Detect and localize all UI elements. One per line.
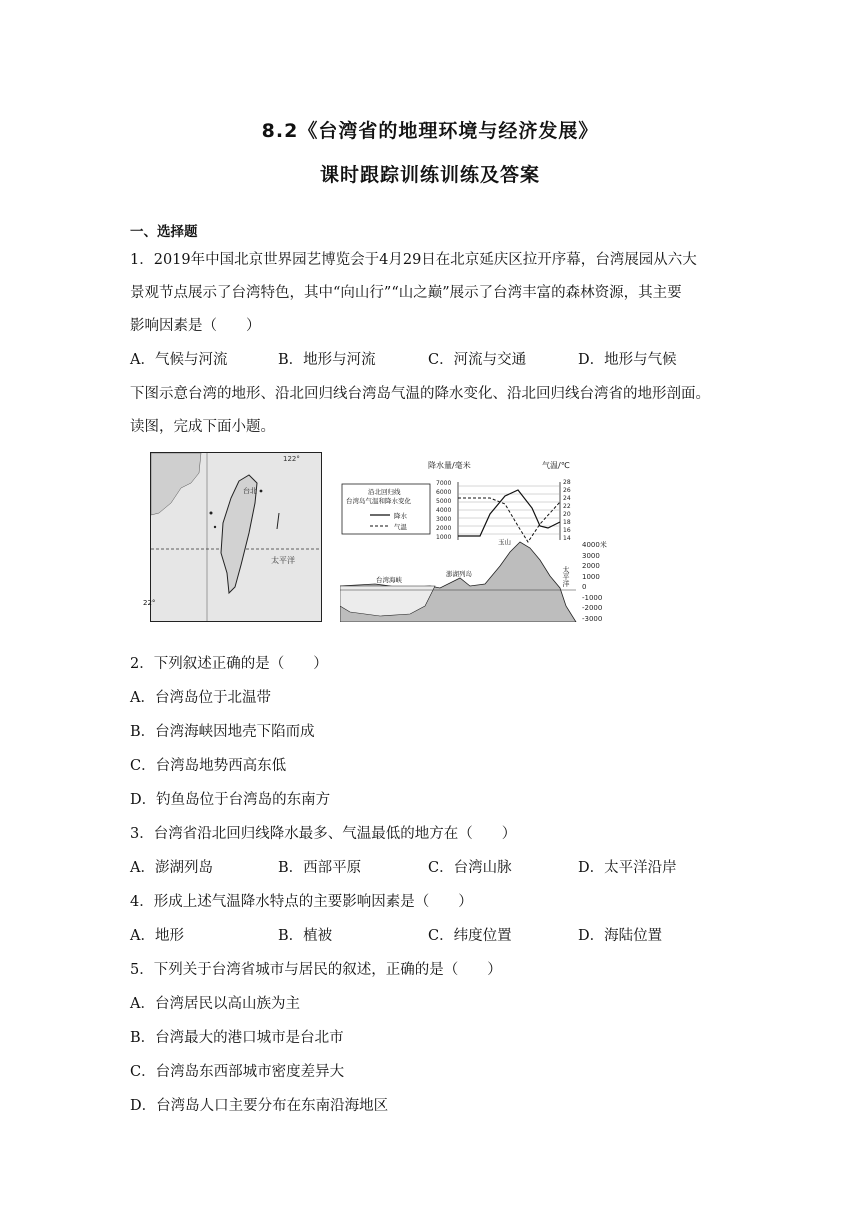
- q5-option-a: A．台湾居民以高山族为主: [130, 996, 300, 1012]
- q2-stem: 2．下列叙述正确的是（ ）: [130, 656, 328, 672]
- q3-option-a: A．澎湖列岛: [130, 860, 213, 876]
- q4-option-a: A．地形: [130, 928, 184, 944]
- profile-peak-label: 玉山: [498, 538, 511, 546]
- elev-tick: -1000: [582, 593, 603, 602]
- chart-left-tick: 5000: [436, 498, 452, 505]
- elev-tick: -3000: [582, 614, 603, 623]
- chart-right-tick: 14: [563, 535, 571, 542]
- q2-option-d: D．钓鱼岛位于台湾岛的东南方: [130, 792, 331, 808]
- section-heading: 一、选择题: [130, 224, 198, 240]
- elev-tick: 3000: [582, 551, 600, 560]
- q4-option-d: D．海陆位置: [578, 928, 663, 944]
- q3-option-d: D．太平洋沿岸: [578, 860, 677, 876]
- elev-tick: 1000: [582, 572, 600, 581]
- profile-penghu-label: 澎湖列岛: [446, 570, 472, 578]
- q3-option-b: B．西部平原: [278, 860, 362, 876]
- q1-stem-line3: 影响因素是（ ）: [130, 318, 261, 334]
- map-lon-label: 122°: [283, 455, 300, 463]
- legend-title-2: 台湾岛气温和降水变化: [346, 497, 411, 505]
- chart-right-tick: 16: [563, 527, 571, 534]
- legend-temp-label: 气温: [394, 523, 407, 531]
- chart-right-tick: 18: [563, 519, 571, 526]
- chart-left-tick: 2000: [436, 525, 452, 532]
- chart-left-tick: 1000: [436, 534, 452, 541]
- document-subtitle: 课时跟踪训练训练及答案: [319, 164, 540, 186]
- q5-option-b: B．台湾最大的港口城市是台北市: [130, 1030, 344, 1046]
- q3-option-c: C．台湾山脉: [428, 860, 512, 876]
- chart-right-tick: 28: [563, 479, 571, 486]
- q3-stem: 3．台湾省沿北回归线降水最多、气温最低的地方在（ ）: [130, 826, 517, 842]
- chart-left-axis-title: 降水量/毫米: [428, 461, 471, 470]
- chart-right-tick: 26: [563, 487, 571, 494]
- chart-right-tick: 22: [563, 503, 571, 510]
- chart-left-tick: 3000: [436, 516, 452, 523]
- q4-option-c: C．纬度位置: [428, 928, 512, 944]
- q2-option-b: B．台湾海峡因地壳下陷而成: [130, 724, 315, 740]
- q2-option-a: A．台湾岛位于北温带: [130, 690, 271, 706]
- q5-option-c: C．台湾岛东西部城市密度差异大: [130, 1064, 345, 1080]
- q4-option-b: B．植被: [278, 928, 333, 944]
- legend-title-1: 沿北回归线: [368, 488, 401, 496]
- taiwan-map-graphic: [151, 453, 321, 621]
- map-lat-bottom-label: 22°: [143, 599, 156, 607]
- chart-left-tick: 4000: [436, 507, 452, 514]
- chart-right-tick: 20: [563, 511, 571, 518]
- taiwan-map-figure: [143, 452, 322, 622]
- q1-stem-line2: 景观节点展示了台湾特色，其中“向山行”“山之巅”展示了台湾丰富的森林资源，其主要: [130, 285, 682, 301]
- map-sea-label: 太平洋: [271, 556, 295, 565]
- elev-tick: 4000米: [582, 541, 607, 549]
- q1-stem-line1: 1．2019年中国北京世界园艺博览会于4月29日在北京延庆区拉开序幕，台湾展园从六大: [130, 252, 697, 268]
- map-city-label: 台北: [243, 487, 257, 495]
- q1-option-c: C．河流与交通: [428, 352, 527, 368]
- q5-stem: 5．下列关于台湾省城市与居民的叙述，正确的是（ ）: [130, 962, 502, 978]
- profile-strait-label: 台湾海峡: [376, 576, 402, 584]
- figure-intro-line2: 读图，完成下面小题。: [130, 419, 275, 435]
- q1-option-a: A．气候与河流: [130, 352, 228, 368]
- climate-profile-graphic: [340, 456, 580, 622]
- profile-pacific-label: 太平洋: [562, 566, 570, 587]
- q2-option-c: C．台湾岛地势西高东低: [130, 758, 287, 774]
- q4-stem: 4．形成上述气温降水特点的主要影响因素是（ ）: [130, 894, 473, 910]
- elevation-axis: [582, 540, 607, 624]
- chart-right-axis-title: 气温/℃: [542, 461, 570, 470]
- q1-option-d: D．地形与气候: [578, 352, 677, 368]
- elev-tick: 0: [582, 583, 587, 591]
- chart-right-tick: 24: [563, 495, 571, 502]
- elev-tick: 2000: [582, 562, 600, 570]
- q5-option-d: D．台湾岛人口主要分布在东南沿海地区: [130, 1098, 389, 1114]
- document-title: 8.2《台湾省的地理环境与经济发展》: [261, 120, 599, 142]
- chart-left-tick: 7000: [436, 480, 452, 487]
- q1-option-b: B．地形与河流: [278, 352, 376, 368]
- legend-rain-label: 降水: [394, 512, 407, 520]
- chart-left-tick: 6000: [436, 489, 452, 496]
- climate-profile-figure: [340, 456, 580, 622]
- elev-tick: -2000: [582, 604, 603, 612]
- figure-intro-line1: 下图示意台湾的地形、沿北回归线台湾岛气温的降水变化、沿北回归线台湾省的地形剖面。: [130, 386, 710, 402]
